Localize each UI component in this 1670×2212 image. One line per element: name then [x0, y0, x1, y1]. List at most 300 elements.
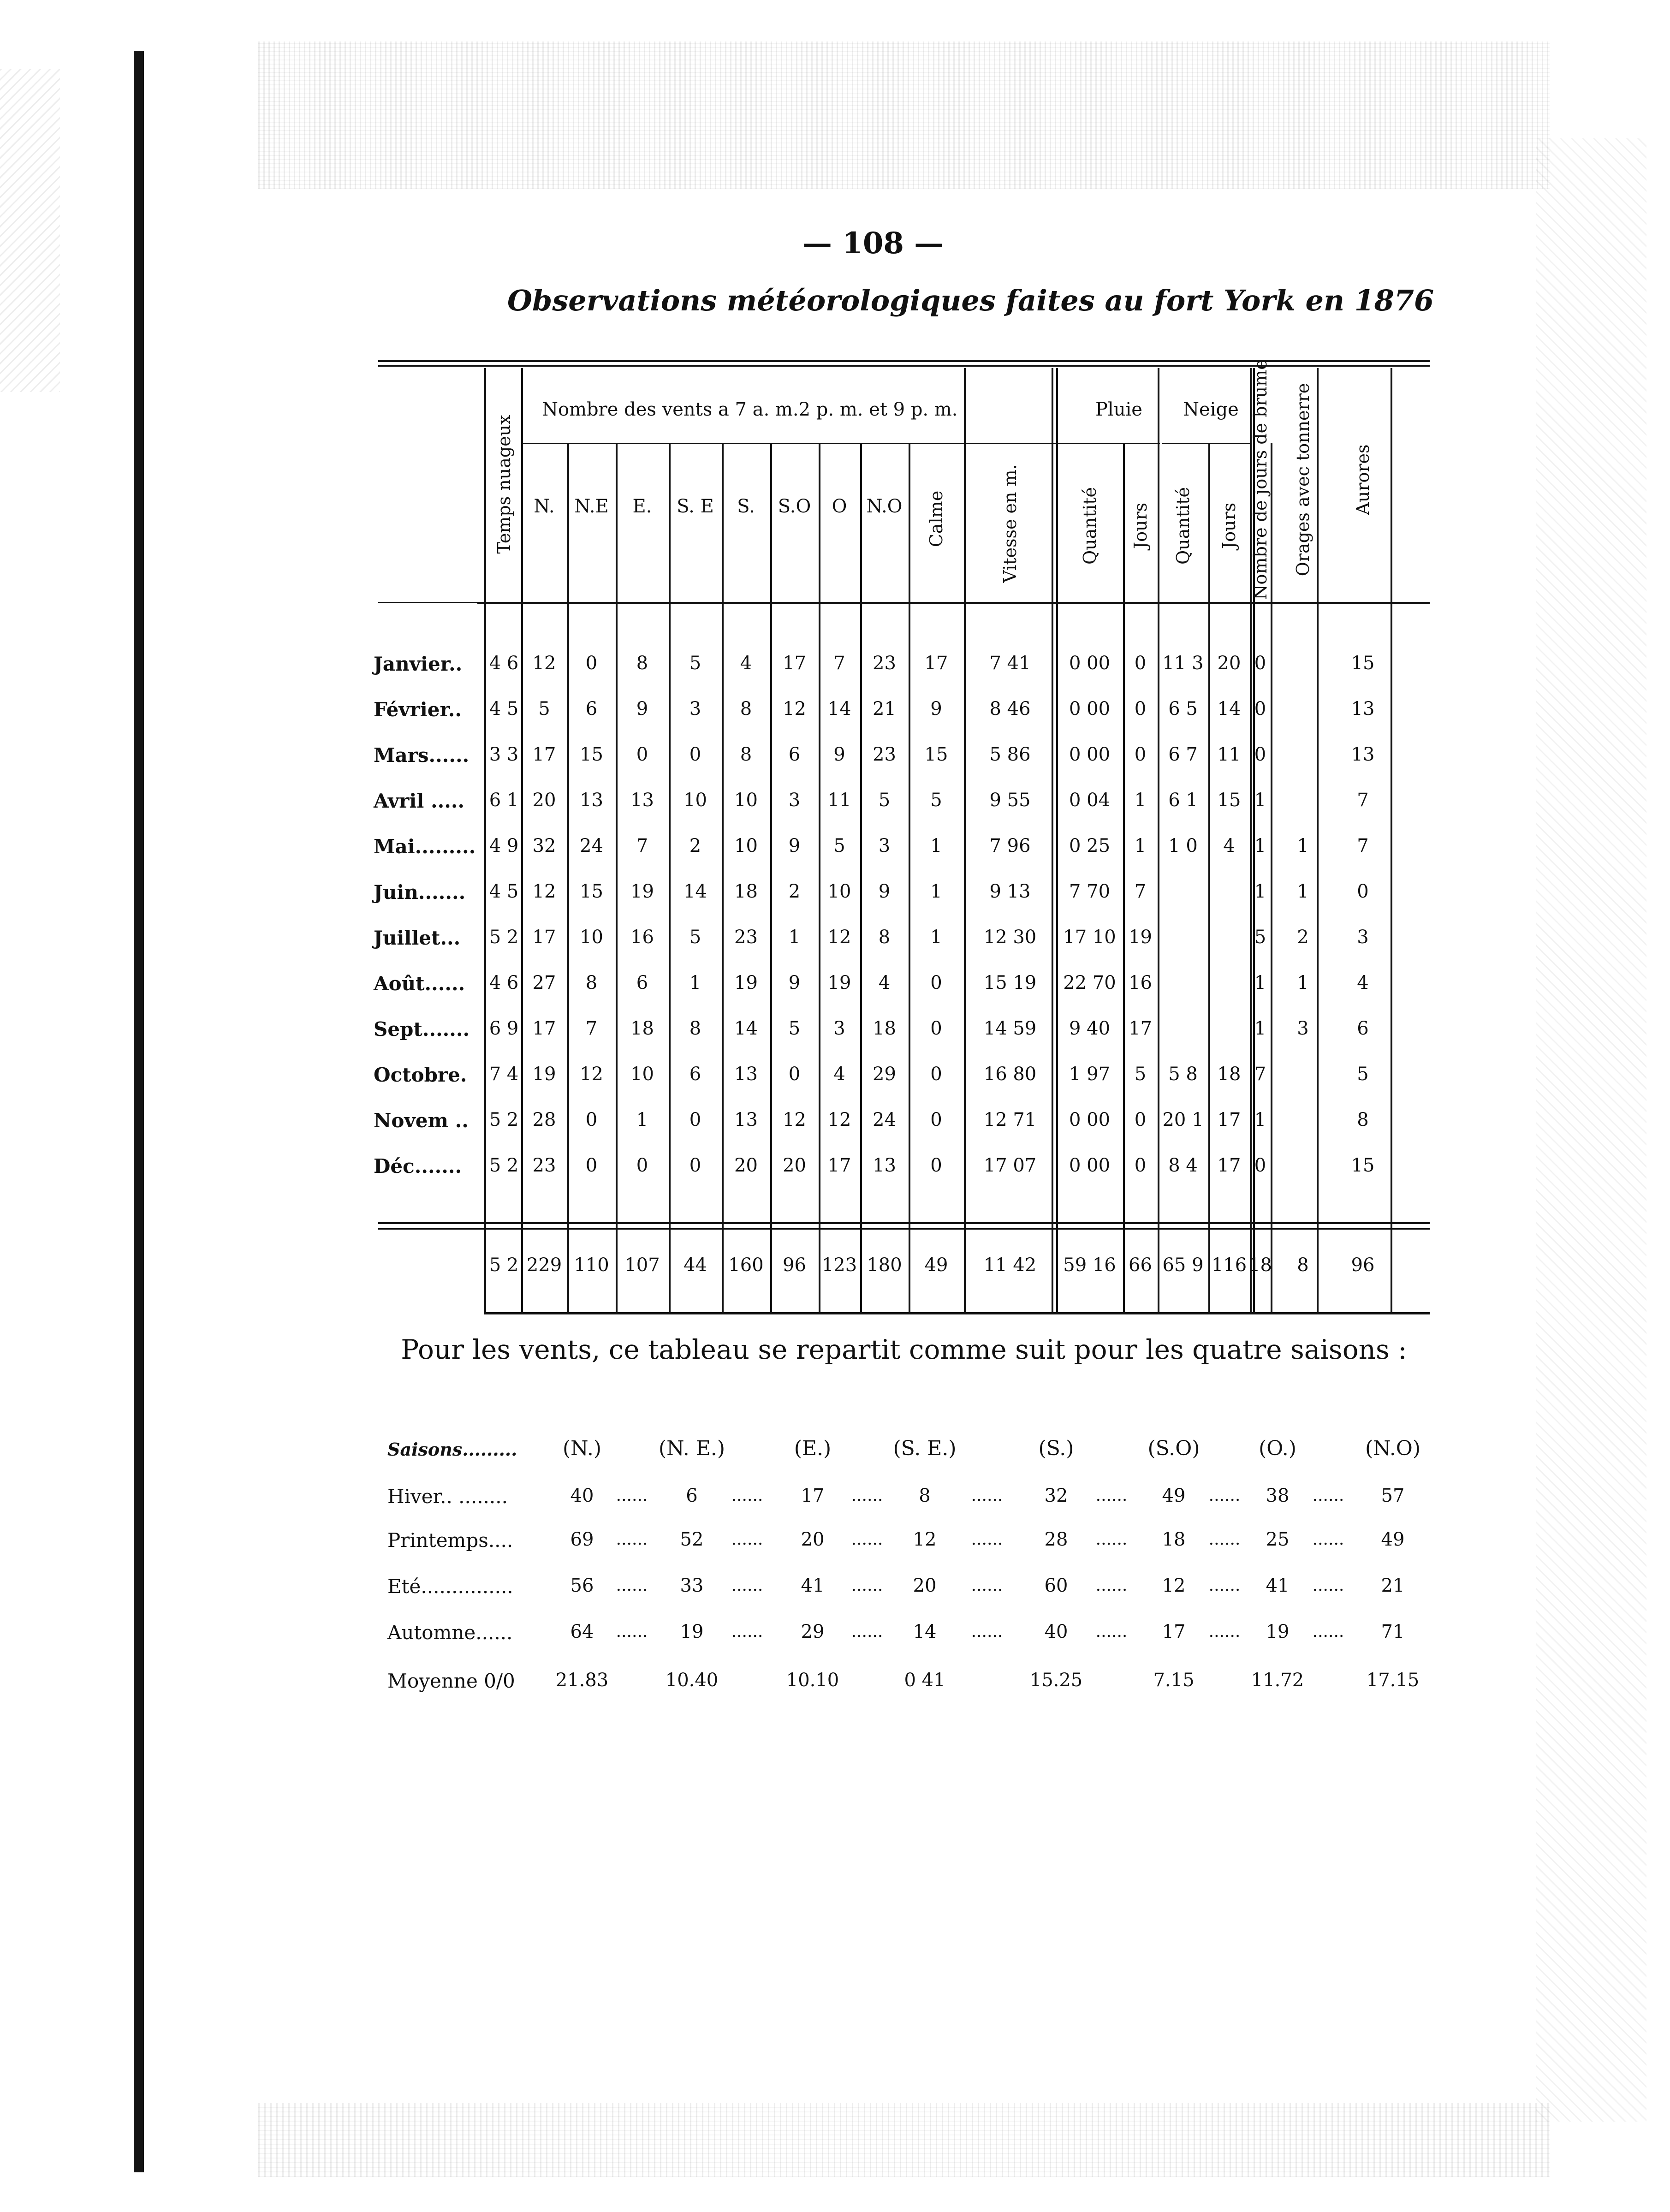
- cell-wind: 29: [873, 1064, 896, 1085]
- season-row-label: Eté...............: [387, 1575, 513, 1598]
- season-value: 15.25: [1029, 1670, 1083, 1691]
- cell-wind: 0: [636, 1155, 648, 1176]
- dot-leader: ......: [1095, 1530, 1128, 1549]
- cell-pluie-jours: 7: [1134, 881, 1147, 902]
- header-wind-4: S. E: [677, 496, 714, 517]
- cell-wind: 9: [788, 972, 801, 993]
- row-month: Novem ..: [374, 1109, 469, 1132]
- cell-wind: 12: [783, 1109, 806, 1130]
- cell-wind: 24: [580, 835, 603, 856]
- season-value: 41: [801, 1575, 825, 1596]
- cell-wind: 0: [788, 1064, 801, 1085]
- cell-wind: 10: [734, 790, 758, 811]
- row-month: Janvier..: [374, 653, 463, 675]
- cell-brume: 7: [1254, 1064, 1266, 1085]
- cell-aurores: 6: [1357, 1018, 1369, 1039]
- cell-wind: 9: [833, 744, 845, 765]
- cell-wind: 14: [683, 881, 707, 902]
- cell-vitesse: 14 59: [983, 1018, 1037, 1039]
- cell-pluie-jours: 19: [1129, 927, 1152, 948]
- header-wind-3: E.: [632, 496, 652, 517]
- cell-pluie-quantite: 22 70: [1063, 972, 1116, 993]
- cell-neige-jours: 4: [1223, 835, 1235, 856]
- cell-temps-nuageux: 4 5: [489, 881, 519, 902]
- season-value: 49: [1381, 1529, 1405, 1550]
- season-value: 64: [570, 1621, 594, 1642]
- cell-wind: 17: [827, 1155, 851, 1176]
- season-row-label: Printemps....: [387, 1529, 513, 1552]
- season-value: 18: [1162, 1529, 1186, 1550]
- cell-wind: 7: [833, 653, 845, 674]
- season-value: 17.15: [1366, 1670, 1420, 1691]
- cell-calme: 0: [930, 1018, 942, 1039]
- cell-wind: 9: [636, 698, 648, 719]
- cell-vitesse: 17 07: [983, 1155, 1037, 1176]
- cell-temps-nuageux: 5 2: [489, 927, 519, 948]
- cell-wind: 8: [740, 698, 752, 719]
- dot-leader: ......: [1095, 1486, 1128, 1505]
- cell-wind: 8: [740, 744, 752, 765]
- cell-neige-quantite: 6 1: [1168, 790, 1198, 811]
- cell-wind: 15: [580, 744, 603, 765]
- header-brume: Nombre de jours de brume: [1250, 359, 1271, 600]
- cell-temps-nuageux: 5 2: [489, 1109, 519, 1130]
- cell-temps-nuageux: 4 5: [489, 698, 519, 719]
- cell-wind: 9: [878, 881, 891, 902]
- cell-vitesse: 8 46: [989, 698, 1031, 719]
- cell-wind: 12: [827, 1109, 851, 1130]
- cell-vitesse: 9 13: [989, 881, 1031, 902]
- cell-wind: 16: [630, 927, 654, 948]
- cell-wind: 8: [636, 653, 648, 674]
- cell-wind: 4: [833, 1064, 845, 1085]
- cell-wind: 23: [873, 744, 896, 765]
- season-value: 7.15: [1153, 1670, 1195, 1691]
- dot-leader: ......: [971, 1486, 1003, 1505]
- row-month: Octobre.: [374, 1064, 467, 1086]
- cell-wind: 4: [878, 972, 891, 993]
- cell-wind: 2: [788, 881, 801, 902]
- total-neige-quantite: 65 9: [1162, 1255, 1204, 1276]
- cell-wind: 1: [689, 972, 701, 993]
- seasons-header-col: (N.O): [1365, 1437, 1421, 1460]
- cell-wind: 11: [827, 790, 851, 811]
- header-neige: Neige: [1183, 399, 1239, 420]
- cell-pluie-quantite: 0 00: [1069, 653, 1111, 674]
- cell-wind: 17: [532, 744, 556, 765]
- seasons-header-col: (S.O): [1147, 1437, 1200, 1460]
- cell-brume: 0: [1254, 1155, 1266, 1176]
- cell-temps-nuageux: 4 6: [489, 972, 519, 993]
- cell-wind: 17: [532, 1018, 556, 1039]
- cell-calme: 9: [930, 698, 942, 719]
- cell-pluie-quantite: 9 40: [1069, 1018, 1111, 1039]
- cell-wind: 9: [788, 835, 801, 856]
- cell-wind: 12: [783, 698, 806, 719]
- cell-wind: 19: [532, 1064, 556, 1085]
- dot-leader: ......: [971, 1530, 1003, 1549]
- dot-leader: ......: [731, 1576, 763, 1595]
- cell-neige-jours: 11: [1217, 744, 1241, 765]
- cell-pluie-quantite: 0 04: [1069, 790, 1111, 811]
- cell-brume: 1: [1254, 835, 1266, 856]
- cell-wind: 20: [532, 790, 556, 811]
- cell-orages: 3: [1297, 1018, 1309, 1039]
- cell-neige-quantite: 5 8: [1168, 1064, 1198, 1085]
- dot-leader: ......: [851, 1486, 883, 1505]
- season-value: 69: [570, 1529, 594, 1550]
- cell-brume: 5: [1254, 927, 1266, 948]
- season-value: 20: [801, 1529, 825, 1550]
- cell-pluie-jours: 16: [1129, 972, 1152, 993]
- row-month: Mai.........: [374, 835, 476, 858]
- cell-neige-jours: 20: [1217, 653, 1241, 674]
- cell-wind: 17: [532, 927, 556, 948]
- cell-pluie-jours: 0: [1134, 653, 1147, 674]
- cell-wind: 0: [585, 1155, 598, 1176]
- cell-brume: 1: [1254, 790, 1266, 811]
- total-vitesse: 11 42: [983, 1255, 1037, 1276]
- cell-wind: 20: [734, 1155, 758, 1176]
- header-pluie-jours: Jours: [1130, 502, 1151, 549]
- cell-wind: 5: [689, 927, 701, 948]
- cell-calme: 0: [930, 1109, 942, 1130]
- cell-calme: 0: [930, 1155, 942, 1176]
- cell-wind: 10: [734, 835, 758, 856]
- header-wind-6: S.O: [778, 496, 811, 517]
- header-orages: Orages avec tonnerre: [1293, 383, 1313, 577]
- season-value: 12: [1162, 1575, 1186, 1596]
- cell-brume: 0: [1254, 698, 1266, 719]
- dot-leader: ......: [851, 1622, 883, 1641]
- cell-wind: 0: [689, 1109, 701, 1130]
- season-value: 33: [680, 1575, 704, 1596]
- cell-pluie-jours: 0: [1134, 744, 1147, 765]
- cell-pluie-quantite: 0 00: [1069, 1109, 1111, 1130]
- cell-aurores: 7: [1357, 835, 1369, 856]
- cell-wind: 6: [636, 972, 648, 993]
- total-wind: 96: [783, 1255, 806, 1276]
- cell-brume: 1: [1254, 972, 1266, 993]
- cell-wind: 3: [689, 698, 701, 719]
- header-wind-2: N.E: [574, 496, 609, 517]
- cell-calme: 15: [924, 744, 948, 765]
- season-value: 10.10: [786, 1670, 839, 1691]
- dot-leader: ......: [1095, 1622, 1128, 1641]
- season-value: 41: [1266, 1575, 1290, 1596]
- total-pluie-jours: 66: [1129, 1255, 1152, 1276]
- season-value: 20: [913, 1575, 937, 1596]
- cell-vitesse: 7 41: [989, 653, 1031, 674]
- cell-pluie-quantite: 0 00: [1069, 1155, 1111, 1176]
- dot-leader: ......: [1312, 1576, 1344, 1595]
- seasons-header-col: (O.): [1259, 1437, 1296, 1460]
- cell-wind: 1: [636, 1109, 648, 1130]
- season-value: 32: [1044, 1485, 1068, 1506]
- total-brume: 18: [1248, 1255, 1272, 1276]
- cell-brume: 1: [1254, 1018, 1266, 1039]
- header-neige-quantite: Quantité: [1173, 487, 1193, 565]
- season-value: 38: [1266, 1485, 1290, 1506]
- cell-wind: 13: [873, 1155, 896, 1176]
- header-pluie: Pluie: [1095, 399, 1142, 420]
- dot-leader: ......: [1312, 1486, 1344, 1505]
- cell-orages: 1: [1297, 835, 1309, 856]
- cell-temps-nuageux: 6 9: [489, 1018, 519, 1039]
- cell-wind: 6: [788, 744, 801, 765]
- cell-pluie-quantite: 1 97: [1069, 1064, 1111, 1085]
- season-row-label: Automne......: [387, 1621, 513, 1644]
- total-wind: 229: [526, 1255, 562, 1276]
- cell-wind: 5: [538, 698, 550, 719]
- header-neige-jours: Jours: [1219, 502, 1239, 549]
- dot-leader: ......: [616, 1622, 648, 1641]
- cell-wind: 14: [827, 698, 851, 719]
- header-vitesse: Vitesse en m.: [1000, 464, 1020, 583]
- total-orages: 8: [1297, 1255, 1309, 1276]
- page-title: Observations météorologiques faites au fort York en 1876: [507, 284, 1434, 317]
- cell-wind: 13: [734, 1109, 758, 1130]
- row-month: Juin.......: [374, 881, 466, 904]
- cell-aurores: 3: [1357, 927, 1369, 948]
- cell-aurores: 13: [1351, 698, 1375, 719]
- cell-brume: 1: [1254, 881, 1266, 902]
- total-aurores: 96: [1351, 1255, 1375, 1276]
- dot-leader: ......: [1208, 1486, 1241, 1505]
- cell-wind: 6: [585, 698, 598, 719]
- dot-leader: ......: [731, 1530, 763, 1549]
- cell-wind: 8: [878, 927, 891, 948]
- cell-wind: 0: [689, 1155, 701, 1176]
- cell-wind: 5: [788, 1018, 801, 1039]
- dot-leader: ......: [1312, 1530, 1344, 1549]
- row-month: Août......: [374, 972, 465, 995]
- cell-temps-nuageux: 3 3: [489, 744, 519, 765]
- dot-leader: ......: [731, 1486, 763, 1505]
- cell-wind: 10: [630, 1064, 654, 1085]
- season-value: 17: [1162, 1621, 1186, 1642]
- cell-wind: 10: [580, 927, 603, 948]
- cell-pluie-jours: 17: [1129, 1018, 1152, 1039]
- dot-leader: ......: [616, 1486, 648, 1505]
- cell-vitesse: 7 96: [989, 835, 1031, 856]
- cell-aurores: 4: [1357, 972, 1369, 993]
- header-aurores: Aurores: [1353, 444, 1373, 515]
- cell-wind: 17: [783, 653, 806, 674]
- cell-calme: 0: [930, 972, 942, 993]
- season-value: 8: [919, 1485, 931, 1506]
- cell-wind: 23: [734, 927, 758, 948]
- season-value: 6: [686, 1485, 698, 1506]
- header-wind-7: O: [832, 496, 847, 517]
- season-value: 40: [1044, 1621, 1068, 1642]
- cell-temps-nuageux: 5 2: [489, 1155, 519, 1176]
- dot-leader: ......: [1208, 1530, 1241, 1549]
- cell-aurores: 0: [1357, 881, 1369, 902]
- seasons-header-col: (S. E.): [893, 1437, 957, 1460]
- dot-leader: ......: [616, 1576, 648, 1595]
- season-value: 56: [570, 1575, 594, 1596]
- cell-temps-nuageux: 6 1: [489, 790, 519, 811]
- cell-vitesse: 5 86: [989, 744, 1031, 765]
- page-number: — 108 —: [802, 226, 944, 261]
- header-wind-8: N.O: [866, 496, 903, 517]
- seasons-header-col: (N.): [562, 1437, 602, 1460]
- cell-neige-jours: 14: [1217, 698, 1241, 719]
- cell-wind: 6: [689, 1064, 701, 1085]
- cell-wind: 18: [734, 881, 758, 902]
- cell-wind: 8: [585, 972, 598, 993]
- cell-aurores: 15: [1351, 1155, 1375, 1176]
- dot-leader: ......: [971, 1576, 1003, 1595]
- season-value: 21.83: [555, 1670, 609, 1691]
- cell-calme: 17: [924, 653, 948, 674]
- cell-wind: 12: [580, 1064, 603, 1085]
- cell-wind: 21: [873, 698, 896, 719]
- cell-brume: 0: [1254, 744, 1266, 765]
- total-wind: 160: [728, 1255, 764, 1276]
- header-pluie-quantite: Quantité: [1079, 487, 1100, 565]
- dot-leader: ......: [1095, 1576, 1128, 1595]
- seasons-header-col: (N. E.): [658, 1437, 725, 1460]
- total-wind: 110: [574, 1255, 609, 1276]
- cell-wind: 3: [878, 835, 891, 856]
- cell-calme: 1: [930, 927, 942, 948]
- total-wind: 44: [683, 1255, 707, 1276]
- cell-calme: 1: [930, 835, 942, 856]
- cell-pluie-jours: 1: [1134, 835, 1147, 856]
- cell-orages: 2: [1297, 927, 1309, 948]
- season-value: 60: [1044, 1575, 1068, 1596]
- cell-pluie-jours: 1: [1134, 790, 1147, 811]
- cell-neige-quantite: 1 0: [1168, 835, 1198, 856]
- cell-neige-quantite: 8 4: [1168, 1155, 1198, 1176]
- cell-neige-jours: 15: [1217, 790, 1241, 811]
- cell-wind: 23: [873, 653, 896, 674]
- season-value: 10.40: [665, 1670, 719, 1691]
- season-value: 14: [913, 1621, 937, 1642]
- total-temps-nuageux: 5 2: [489, 1255, 519, 1276]
- season-value: 11.72: [1251, 1670, 1304, 1691]
- header-temps-nuageux: Temps nuageux: [493, 415, 514, 554]
- season-value: 49: [1162, 1485, 1186, 1506]
- cell-wind: 20: [783, 1155, 806, 1176]
- cell-temps-nuageux: 4 6: [489, 653, 519, 674]
- cell-orages: 1: [1297, 972, 1309, 993]
- season-value: 17: [801, 1485, 825, 1506]
- season-value: 19: [680, 1621, 704, 1642]
- seasons-paragraph: Pour les vents, ce tableau se repartit comme suit pour les quatre saisons :: [401, 1334, 1407, 1365]
- season-value: 71: [1381, 1621, 1405, 1642]
- row-month: Avril .....: [374, 790, 465, 812]
- cell-wind: 19: [827, 972, 851, 993]
- cell-aurores: 8: [1357, 1109, 1369, 1130]
- cell-pluie-quantite: 0 00: [1069, 698, 1111, 719]
- cell-orages: 1: [1297, 881, 1309, 902]
- cell-wind: 14: [734, 1018, 758, 1039]
- cell-wind: 3: [833, 1018, 845, 1039]
- header-wind-1: N.: [534, 496, 555, 517]
- cell-temps-nuageux: 4 9: [489, 835, 519, 856]
- row-month: Sept.......: [374, 1018, 470, 1041]
- cell-vitesse: 9 55: [989, 790, 1031, 811]
- dot-leader: ......: [851, 1530, 883, 1549]
- dot-leader: ......: [616, 1530, 648, 1549]
- cell-wind: 8: [689, 1018, 701, 1039]
- cell-vitesse: 12 30: [983, 927, 1037, 948]
- cell-pluie-jours: 0: [1134, 1155, 1147, 1176]
- seasons-header-col: (S.): [1038, 1437, 1074, 1460]
- season-value: 21: [1381, 1575, 1405, 1596]
- cell-wind: 32: [532, 835, 556, 856]
- seasons-header-label: Saisons.........: [387, 1439, 517, 1460]
- dot-leader: ......: [971, 1622, 1003, 1641]
- cell-pluie-quantite: 0 25: [1069, 835, 1111, 856]
- cell-wind: 1: [788, 927, 801, 948]
- cell-temps-nuageux: 7 4: [489, 1064, 519, 1085]
- cell-neige-quantite: 20 1: [1162, 1109, 1204, 1130]
- cell-pluie-quantite: 7 70: [1069, 881, 1111, 902]
- cell-aurores: 7: [1357, 790, 1369, 811]
- cell-aurores: 5: [1357, 1064, 1369, 1085]
- row-month: Déc.......: [374, 1155, 462, 1177]
- cell-aurores: 13: [1351, 744, 1375, 765]
- dot-leader: ......: [851, 1576, 883, 1595]
- cell-wind: 23: [532, 1155, 556, 1176]
- season-value: 29: [801, 1621, 825, 1642]
- cell-wind: 4: [740, 653, 752, 674]
- cell-wind: 13: [630, 790, 654, 811]
- total-wind: 123: [821, 1255, 857, 1276]
- cell-wind: 7: [585, 1018, 598, 1039]
- season-value: 28: [1044, 1529, 1068, 1550]
- cell-wind: 0: [585, 653, 598, 674]
- cell-brume: 1: [1254, 1109, 1266, 1130]
- total-pluie-quantite: 59 16: [1063, 1255, 1116, 1276]
- cell-pluie-jours: 0: [1134, 1109, 1147, 1130]
- cell-wind: 19: [630, 881, 654, 902]
- dot-leader: ......: [1208, 1622, 1241, 1641]
- header-vents-group: Nombre des vents a 7 a. m.2 p. m. et 9 p. m.: [542, 399, 958, 420]
- seasons-header-col: (E.): [794, 1437, 832, 1460]
- cell-wind: 0: [585, 1109, 598, 1130]
- row-month: Juillet...: [374, 927, 461, 949]
- total-wind: 180: [867, 1255, 902, 1276]
- cell-calme: 0: [930, 1064, 942, 1085]
- cell-wind: 13: [734, 1064, 758, 1085]
- dot-leader: ......: [731, 1622, 763, 1641]
- cell-wind: 2: [689, 835, 701, 856]
- cell-wind: 15: [580, 881, 603, 902]
- cell-aurores: 15: [1351, 653, 1375, 674]
- row-month: Février..: [374, 698, 462, 721]
- header-calme: Calme: [926, 490, 946, 547]
- cell-wind: 5: [833, 835, 845, 856]
- cell-pluie-jours: 5: [1134, 1064, 1147, 1085]
- season-value: 0 41: [904, 1670, 945, 1691]
- dot-leader: ......: [1312, 1622, 1344, 1641]
- season-value: 12: [913, 1529, 937, 1550]
- season-row-label: Hiver.. ........: [387, 1485, 508, 1508]
- cell-pluie-jours: 0: [1134, 698, 1147, 719]
- cell-neige-quantite: 11 3: [1162, 653, 1204, 674]
- cell-neige-jours: 18: [1217, 1064, 1241, 1085]
- cell-wind: 5: [689, 653, 701, 674]
- cell-wind: 10: [683, 790, 707, 811]
- header-wind-5: S.: [737, 496, 755, 517]
- cell-neige-jours: 17: [1217, 1109, 1241, 1130]
- cell-calme: 5: [930, 790, 942, 811]
